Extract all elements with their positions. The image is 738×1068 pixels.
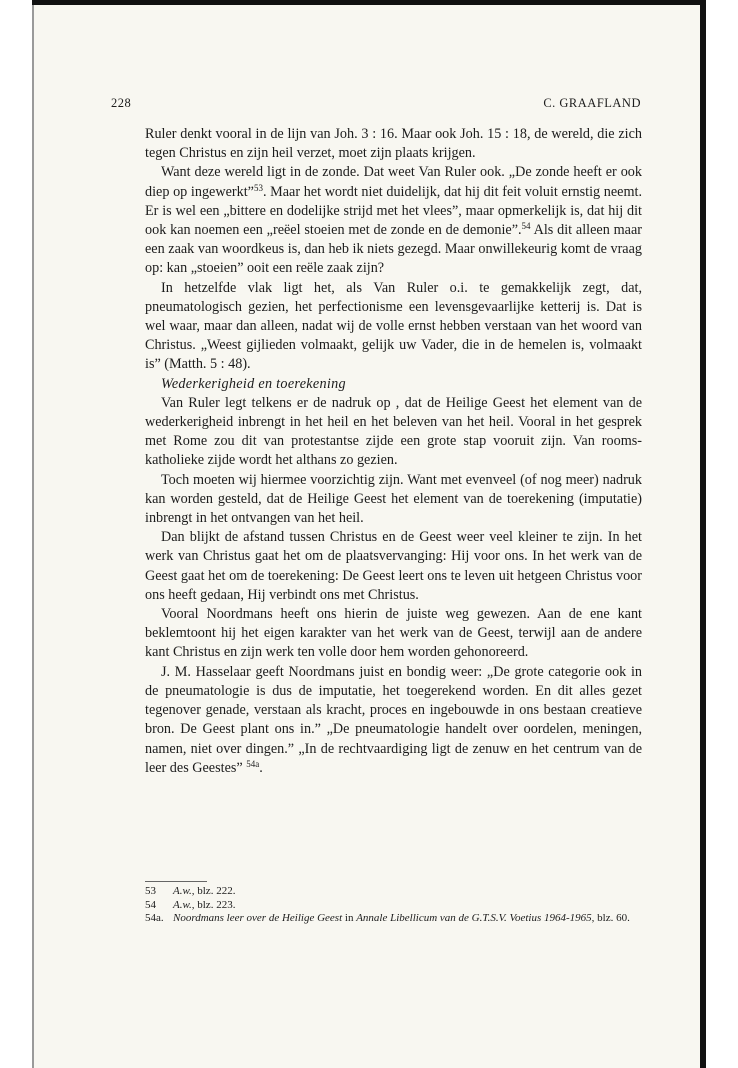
paragraph: Want deze wereld ligt in de zonde. Dat weet Van Ruler ook. „De zonde heeft er ook diep op ingewerkt”$^{53}$. Maar het wordt niet duidelijk, dat hij dit feit voluit ernstig neemt. Er is wel een „bittere en dodelijke strijd met het vlees”, maar opmerkelijk is, dat hij dit ook kan noemen een „reëel stoeien met de zonde en de demonie”.$^{54}$ Als dit alleen maar een zaak van woordkeus is, dan heb ik niets gezegd. Maar onwillekeurig komt de vraag op: kan „stoeien” ooit een reële zaak zijn?: [145, 164, 642, 277]
paragraph: Van Ruler legt telkens er de nadruk op , dat de Heilige Geest het element van de wederkerigheid inbrengt in het heil en het beleven van het heil. Vooral in het gesprek met Rome zou dit van protestantse zijde een grote stap vooruit zijn. Van rooms-katholieke zijde wordt het althans zo gezien.: [145, 394, 642, 469]
scan-right-border: [700, 0, 706, 1068]
footnote-number: 53: [145, 885, 156, 897]
running-head: C. GRAAFLAND: [543, 96, 641, 110]
paragraph: Dan blijkt de afstand tussen Christus en de Geest weer veel kleiner te zijn. In het werk van Christus gaat het om de plaatsvervanging: Hij voor ons. In het werk van de Geest gaat het om de toerekening: De Geest leert ons te leven uit hetgeen Christus voor ons heeft gedaan, Hij verbindt ons met Christus.: [145, 529, 642, 603]
footnote-number: 54: [145, 898, 156, 911]
footnote: 54a. Noordmans leer over de Heilige Geest in Annale Libellicum van de G.T.S.V. Voetius 1964-1965, blz. 60.: [145, 912, 630, 924]
footnote-number: 54a.: [145, 912, 164, 924]
page-number: 228: [111, 96, 132, 110]
footnote-ref[interactable]: 54: [521, 221, 531, 232]
footnote-ref[interactable]: 53: [253, 182, 263, 193]
paragraph: J. M. Hasselaar geeft Noordmans juist en bondig weer: „De grote categorie ook in de pneumatologie is dus de imputatie, het toegerekend worden. En dit alles gezet tegenover genade, verstaan als kracht, proces en ingebouwde in ons bestaan creatieve bron. De Geest plant ons in.” „De pneumatologie handelt over oordelen, meningen, namen, niet over dingen.” „In de rechtvaardiging ligt de zenuw en het centrum van de leer des Geestes” $^{54a}$.: [145, 663, 642, 776]
paragraph: Vooral Noordmans heeft ons hierin de juiste weg gewezen. Aan de ene kant beklemtoont hij het eigen karakter van het werk van de Geest, terwijl aan de andere kant Christus en zijn werk ten volle door hem worden gehonoreerd.: [145, 606, 642, 661]
footnotes: [145, 885, 645, 926]
footnote: 54 A.w., blz. 223.: [145, 898, 236, 911]
footnote: 53 A.w., blz. 222.: [145, 885, 236, 897]
paragraph: Toch moeten wij hiermee voorzichtig zijn. Want met evenveel (of nog meer) nadruk kan worden gesteld, dat de Heilige Geest het element van de toerekening (imputatie) inbrengt in het ontvangen van het heil.: [145, 471, 642, 527]
section-heading: Wederkerigheid en toerekening: [161, 375, 346, 392]
paragraph: In hetzelfde vlak ligt het, als Van Ruler o.i. te gemakkelijk zegt, dat, pneumatologisch gezien, het perfectionisme een levensgevaarlijke ketterij is. Dat is wel waar, maar dan alleen, nadat wij de volle ernst hebben verstaan van het woord van Christus. „Weest gijlieden volmaakt, gelijk uw Vader, die in de hemelen is, volmaakt is” (Matth. 5 : 48).: [145, 279, 642, 373]
page-header: [111, 96, 641, 111]
scan-top-border: [32, 0, 706, 5]
footnote-rule: [145, 881, 207, 882]
footnote-ref[interactable]: 54a: [246, 758, 260, 769]
body-text: [145, 125, 642, 778]
paragraph: Ruler denkt vooral in de lijn van Joh. 3 : 16. Maar ook Joh. 15 : 18, de wereld, die zich tegen Christus en zijn heil verzet, moet zijn plaats krijgen.: [145, 126, 642, 162]
